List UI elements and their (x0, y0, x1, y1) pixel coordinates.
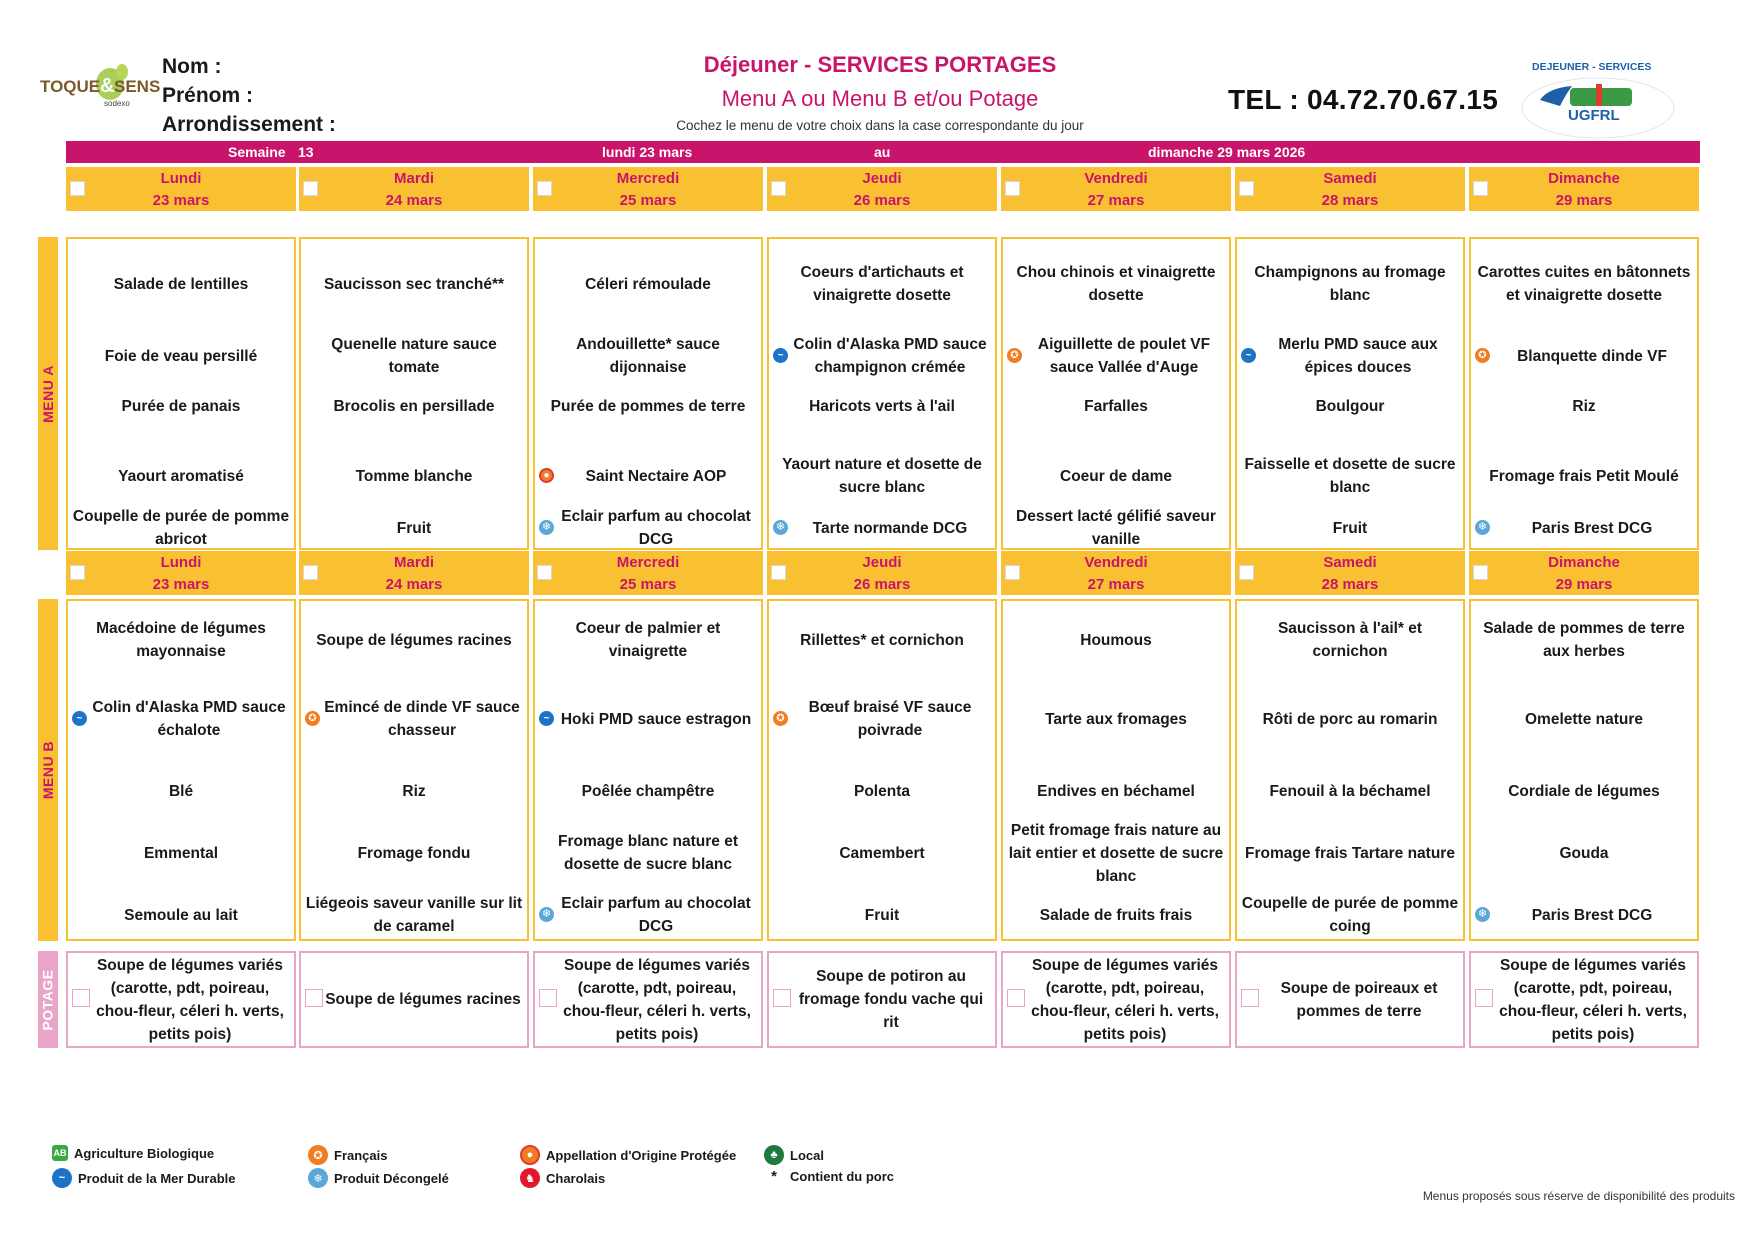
dish-name: Semoule au lait (124, 906, 238, 924)
dish-name: Coeur de dame (1060, 467, 1172, 485)
dish-name: Colin d'Alaska PMD sauce champignon crémée (793, 336, 987, 376)
dish-name: Brocolis en persillade (333, 397, 495, 415)
potage-cell (533, 951, 763, 1048)
fish-icon: ~ (72, 711, 87, 726)
dish-name: Fenouil à la béchamel (1269, 782, 1431, 800)
dish-name: Purée de pommes de terre (550, 397, 746, 415)
dish-name: Haricots verts à l'ail (809, 397, 955, 415)
legend-mer: ~ Produit de la Mer Durable (52, 1168, 235, 1188)
day-header-1 (299, 551, 529, 595)
day-header-5 (1235, 167, 1465, 211)
potage-item (1471, 953, 1697, 1046)
week-number: 13 (298, 144, 314, 160)
week-to: dimanche 29 mars 2026 (1148, 144, 1306, 160)
day-name: Mardi (393, 170, 434, 187)
dish-name: Eclair parfum au chocolat DCG (561, 508, 751, 548)
day-header-5 (1235, 551, 1465, 595)
dish-item (1471, 450, 1697, 502)
dish-item (1471, 765, 1697, 817)
page-subtitle: Menu A ou Menu B et/ou Potage (721, 86, 1039, 111)
dish-item (68, 258, 294, 310)
potage-cell (1469, 951, 1699, 1048)
dish-name: Fromage frais Petit Moulé (1489, 467, 1679, 485)
dish-item (769, 765, 995, 817)
dish-name: Camembert (839, 844, 925, 862)
menu-a-cell (767, 237, 997, 550)
day-header-2 (533, 551, 763, 595)
dish-item (68, 502, 294, 554)
legend-porc: * Contient du porc (764, 1168, 894, 1185)
dish-item (301, 502, 527, 554)
potage-name: Soupe de légumes variés (carotte, pdt, poireau, chou-fleur, céleri h. verts, petits pois) (1499, 956, 1687, 1043)
day-header-4 (1001, 551, 1231, 595)
dish-item (68, 330, 294, 382)
menu-b-label: MENU B (38, 599, 58, 941)
day-date: 28 mars (1321, 576, 1379, 593)
dish-item (1237, 827, 1463, 879)
identity-fields (162, 52, 336, 139)
potage-item (68, 953, 294, 1046)
potage-cell (1001, 951, 1231, 1048)
menu-b-cell (1235, 599, 1465, 941)
dish-item (301, 258, 527, 310)
dish-item (1003, 258, 1229, 310)
dish-name: Omelette nature (1524, 710, 1643, 728)
dish-item (1003, 889, 1229, 941)
day-name: Mercredi (616, 170, 680, 187)
day-checkbox[interactable] (537, 565, 552, 580)
potage-label: POTAGE (38, 951, 58, 1048)
logo-sens-text: SENS (114, 77, 161, 96)
day-name: Mercredi (616, 554, 680, 571)
dish-item (1003, 614, 1229, 666)
dish-name: Coeurs d'artichauts et vinaigrette dosette (800, 264, 964, 304)
day-header-4 (1001, 167, 1231, 211)
dish-name: Boulgour (1315, 397, 1385, 415)
dish-item (535, 330, 761, 382)
day-name: Samedi (1323, 554, 1377, 571)
day-date: 27 mars (1087, 576, 1145, 593)
logo-dejeuner-text: DEJEUNER - SERVICES (1532, 61, 1652, 73)
potage-name: Soupe de poireaux et pommes de terre (1280, 979, 1438, 1020)
menu-b-cell (66, 599, 296, 941)
logo-sodexo-text: sodexo (104, 99, 130, 108)
week-from: lundi 23 mars (602, 144, 693, 160)
dish-item (769, 380, 995, 432)
day-checkbox[interactable] (70, 565, 85, 580)
legend-bio: AB Agriculture Biologique (53, 1145, 215, 1161)
dish-item (535, 380, 761, 432)
disclaimer-text: Menus proposés sous réserve de disponibilité des produits (1422, 1189, 1735, 1203)
fish-icon: ~ (1241, 348, 1256, 363)
dish-item (769, 450, 995, 502)
dish-name: Paris Brest DCG (1531, 906, 1653, 924)
dish-name: Gouda (1559, 844, 1609, 862)
day-name: Lundi (160, 554, 202, 571)
potage-name: Soupe de légumes variés (carotte, pdt, poireau, chou-fleur, céleri h. verts, petits pois) (96, 956, 284, 1043)
day-name: Vendredi (1084, 554, 1148, 571)
dish-name: Fruit (396, 519, 432, 537)
toque-et-sens-logo (38, 58, 161, 120)
potage-item (1003, 953, 1229, 1046)
dish-item (301, 827, 527, 879)
dish-item (301, 450, 527, 502)
dish-item (68, 614, 294, 666)
dish-name: Fromage frais Tartare nature (1245, 844, 1455, 862)
day-date: 25 mars (619, 576, 677, 593)
dish-name: Céleri rémoulade (585, 275, 711, 293)
potage-item (769, 953, 995, 1046)
dish-name: Saucisson sec tranché** (323, 275, 505, 293)
menu-a-cell (66, 237, 296, 550)
potage-cell (1235, 951, 1465, 1048)
dish-name: Saint Nectaire AOP (585, 467, 727, 485)
dish-item (68, 380, 294, 432)
france-icon: ✪ (305, 711, 320, 726)
snowflake-icon: ❄ (539, 520, 554, 535)
day-checkbox[interactable] (1239, 181, 1254, 196)
dish-name: Faisselle et dosette de sucre blanc (1244, 456, 1456, 496)
dish-name: Soupe de légumes racines (316, 631, 512, 649)
cow-icon: ♞ (520, 1168, 540, 1188)
dish-item (535, 889, 761, 941)
dish-item (1237, 380, 1463, 432)
dish-item (1237, 450, 1463, 502)
day-checkbox[interactable] (1005, 565, 1020, 580)
dish-name: Emincé de dinde VF sauce chasseur (324, 699, 520, 739)
dish-item (301, 380, 527, 432)
dish-item (769, 827, 995, 879)
nom-label: Nom : (162, 55, 222, 78)
potage-item (301, 953, 527, 1046)
dish-name: Paris Brest DCG (1531, 519, 1653, 537)
dish-name: Carottes cuites en bâtonnets et vinaigrette dosette (1477, 264, 1691, 304)
dish-item (1003, 502, 1229, 554)
fish-icon: ~ (52, 1168, 72, 1188)
legend-local: ♣ Local (764, 1145, 824, 1165)
dish-name: Eclair parfum au chocolat DCG (561, 895, 751, 935)
dish-item (68, 765, 294, 817)
day-date: 28 mars (1321, 192, 1379, 209)
day-name: Mardi (393, 554, 434, 571)
day-date: 26 mars (853, 576, 911, 593)
week-bar (66, 141, 1700, 163)
potage-name: Soupe de légumes variés (carotte, pdt, poireau, chou-fleur, céleri h. verts, petits pois) (563, 956, 751, 1043)
potage-item (1237, 953, 1463, 1046)
dish-name: Liégeois saveur vanille sur lit de caramel (305, 895, 523, 935)
dish-item (1471, 889, 1697, 941)
page-title: Déjeuner - SERVICES PORTAGES (703, 52, 1057, 77)
dish-name: Yaourt aromatisé (118, 467, 244, 485)
asterisk-mark: * (771, 1168, 777, 1185)
prenom-label: Prénom : (162, 84, 254, 107)
menu-a-label: MENU A (38, 237, 58, 550)
dish-item (535, 258, 761, 310)
day-name: Lundi (160, 170, 202, 187)
dish-name: Poêlée champêtre (581, 782, 715, 800)
day-date: 23 mars (152, 576, 210, 593)
dish-item (301, 693, 527, 745)
menu-b-cell (767, 599, 997, 941)
dish-item (1003, 380, 1229, 432)
france-icon: ✪ (773, 711, 788, 726)
menu-a-cell (1001, 237, 1231, 550)
france-icon: ✪ (1475, 348, 1490, 363)
day-checkbox[interactable] (303, 181, 318, 196)
dish-item (1237, 614, 1463, 666)
day-date: 24 mars (385, 192, 443, 209)
arrondissement-label: Arrondissement : (162, 113, 336, 136)
legend-charolais: ♞ Charolais (520, 1168, 605, 1188)
dish-name: Blé (168, 782, 194, 800)
dish-item (1003, 821, 1229, 885)
france-icon: ✪ (308, 1145, 328, 1165)
dish-item (68, 693, 294, 745)
dish-name: Yaourt nature et dosette de sucre blanc (782, 456, 982, 496)
dish-name: Endives en béchamel (1037, 782, 1195, 800)
day-date: 29 mars (1555, 576, 1613, 593)
leaf-icon: ♣ (764, 1145, 784, 1165)
day-checkbox[interactable] (70, 181, 85, 196)
dish-item (68, 450, 294, 502)
menu-b-cell (1469, 599, 1699, 941)
dish-item (301, 765, 527, 817)
day-header-0 (66, 167, 296, 211)
menu-a-cell (299, 237, 529, 550)
dish-item (301, 614, 527, 666)
dish-item (535, 827, 761, 879)
day-checkbox[interactable] (303, 565, 318, 580)
dish-item (1003, 693, 1229, 745)
dish-name: Hoki PMD sauce estragon (560, 710, 752, 728)
dish-name: Champignons au fromage blanc (1254, 264, 1446, 304)
bio-icon: AB (52, 1145, 68, 1161)
dejeuner-services-logo (1510, 56, 1680, 140)
dish-name: Coupelle de purée de pomme abricot (72, 508, 290, 548)
day-header-0 (66, 551, 296, 595)
dish-name: Fruit (864, 906, 900, 924)
dish-item (1237, 330, 1463, 382)
dish-name: Aiguillette de poulet VF sauce Vallée d'Auge (1037, 336, 1211, 376)
dish-name: Purée de panais (121, 397, 241, 415)
legend-aop: ● Appellation d'Origine Protégée (520, 1145, 736, 1165)
day-header-6 (1469, 551, 1699, 595)
potage-item (535, 953, 761, 1046)
day-checkbox[interactable] (771, 181, 786, 196)
snowflake-icon: ❄ (1475, 907, 1490, 922)
snowflake-icon: ❄ (773, 520, 788, 535)
dish-name: Blanquette dinde VF (1517, 347, 1667, 365)
dish-item (769, 693, 995, 745)
day-checkbox[interactable] (1005, 181, 1020, 196)
dish-name: Salade de pommes de terre aux herbes (1483, 620, 1685, 660)
dish-name: Dessert lacté gélifié saveur vanille (1016, 508, 1216, 548)
dish-item (769, 889, 995, 941)
dish-name: Chou chinois et vinaigrette dosette (1016, 264, 1216, 304)
dish-item (1003, 330, 1229, 382)
dish-name: Coeur de palmier et vinaigrette (575, 620, 721, 660)
menu-b-cell (533, 599, 763, 941)
menu-a-cell (533, 237, 763, 550)
france-icon: ✪ (1007, 348, 1022, 363)
dish-item (1003, 765, 1229, 817)
day-date: 25 mars (619, 192, 677, 209)
aop-icon: ● (520, 1145, 540, 1165)
dish-item (535, 614, 761, 666)
dish-item (535, 450, 761, 502)
dish-item (769, 502, 995, 554)
menu-b-cell (299, 599, 529, 941)
day-date: 27 mars (1087, 192, 1145, 209)
dish-name: Tomme blanche (355, 467, 473, 485)
dish-name: Riz (1572, 397, 1596, 415)
day-name: Jeudi (862, 170, 902, 187)
day-checkbox[interactable] (1473, 565, 1488, 580)
dish-name: Colin d'Alaska PMD sauce échalote (92, 699, 286, 739)
dish-name: Fruit (1332, 519, 1368, 537)
dish-item (1003, 450, 1229, 502)
dish-item (1471, 258, 1697, 310)
dish-name: Bœuf braisé VF sauce poivrade (808, 699, 972, 739)
day-header-1 (299, 167, 529, 211)
logo-ugfrl-text: UGFRL (1568, 107, 1620, 124)
dish-name: Farfalles (1084, 397, 1148, 415)
fish-icon: ~ (773, 348, 788, 363)
day-date: 29 mars (1555, 192, 1613, 209)
dish-name: Tarte aux fromages (1045, 710, 1187, 728)
legend-francais: ✪ Français (308, 1145, 387, 1165)
dish-name: Riz (402, 782, 426, 800)
dish-item (1237, 258, 1463, 310)
dish-name: Coupelle de purée de pomme coing (1241, 895, 1459, 935)
day-checkbox[interactable] (1473, 181, 1488, 196)
day-header-3 (767, 167, 997, 211)
instructions-text: Cochez le menu de votre choix dans la case correspondante du jour (676, 118, 1084, 133)
dish-name: Emmental (143, 844, 219, 862)
dish-item (1471, 827, 1697, 879)
potage-cell (767, 951, 997, 1048)
dish-item (535, 765, 761, 817)
day-name: Vendredi (1084, 170, 1148, 187)
day-name: Dimanche (1548, 170, 1620, 187)
day-header-3 (767, 551, 997, 595)
dish-item (1237, 889, 1463, 941)
dish-name: Rillettes* et cornichon (800, 631, 964, 649)
dish-item (1471, 380, 1697, 432)
dish-item (68, 889, 294, 941)
menu-a-cell (1235, 237, 1465, 550)
potage-cell (66, 951, 296, 1048)
phone-number: TEL : 04.72.70.67.15 (1228, 84, 1499, 115)
day-name: Samedi (1323, 170, 1377, 187)
dish-item (1471, 614, 1697, 666)
day-date: 23 mars (152, 192, 210, 209)
day-date: 24 mars (385, 576, 443, 593)
day-checkbox[interactable] (771, 565, 786, 580)
snowflake-icon: ❄ (539, 907, 554, 922)
dish-item (301, 889, 527, 941)
dish-name: Polenta (854, 782, 910, 800)
dish-name: Houmous (1080, 631, 1152, 649)
potage-name: Soupe de légumes racines (325, 991, 521, 1008)
dish-name: Saucisson à l'ail* et cornichon (1277, 620, 1423, 660)
dish-name: Petit fromage frais nature au lait entier et dosette de sucre blanc (1008, 821, 1224, 885)
dish-item (769, 614, 995, 666)
potage-name: Soupe de légumes variés (carotte, pdt, poireau, chou-fleur, céleri h. verts, petits pois) (1031, 956, 1219, 1043)
dish-name: Merlu PMD sauce aux épices douces (1278, 336, 1438, 376)
day-name: Dimanche (1548, 554, 1620, 571)
dish-name: Rôti de porc au romarin (1262, 710, 1438, 728)
dish-item (1471, 330, 1697, 382)
potage-cell (299, 951, 529, 1048)
dish-name: Salade de lentilles (113, 275, 249, 293)
dish-item (535, 502, 761, 554)
dish-item (1471, 693, 1697, 745)
fish-icon: ~ (539, 711, 554, 726)
dish-item (1471, 502, 1697, 554)
dish-item (769, 258, 995, 310)
svg-text:&: & (100, 75, 115, 97)
dish-name: Tarte normande DCG (812, 519, 968, 537)
dish-name: Quenelle nature sauce tomate (331, 336, 497, 376)
day-name: Jeudi (862, 554, 902, 571)
dish-name: Fromage blanc nature et dosette de sucre blanc (557, 833, 738, 873)
dish-name: Andouillette* sauce dijonnaise (576, 336, 720, 376)
week-to-label: au (874, 144, 891, 160)
aop-icon: ● (539, 468, 554, 483)
dish-item (1237, 693, 1463, 745)
dish-name: Salade de fruits frais (1039, 906, 1193, 924)
snowflake-icon: ❄ (308, 1168, 328, 1188)
dish-item (1237, 502, 1463, 554)
dish-item (1237, 765, 1463, 817)
legend-decongele: ❄ Produit Décongelé (308, 1168, 449, 1188)
logo-toque-text: TOQUE (40, 77, 101, 96)
day-checkbox[interactable] (537, 181, 552, 196)
day-header-6 (1469, 167, 1699, 211)
day-date: 26 mars (853, 192, 911, 209)
day-header-2 (533, 167, 763, 211)
dish-item (68, 827, 294, 879)
dish-name: Fromage fondu (357, 844, 471, 862)
dish-item (769, 330, 995, 382)
snowflake-icon: ❄ (1475, 520, 1490, 535)
dish-name: Cordiale de légumes (1508, 782, 1660, 800)
week-label: Semaine (228, 144, 286, 160)
dish-item (301, 330, 527, 382)
menu-a-cell (1469, 237, 1699, 550)
potage-name: Soupe de potiron au fromage fondu vache qui rit (798, 968, 984, 1031)
dish-name: Macédoine de légumes mayonnaise (96, 620, 266, 660)
menu-b-cell (1001, 599, 1231, 941)
day-checkbox[interactable] (1239, 565, 1254, 580)
dish-name: Foie de veau persillé (104, 347, 258, 365)
dish-item (535, 693, 761, 745)
